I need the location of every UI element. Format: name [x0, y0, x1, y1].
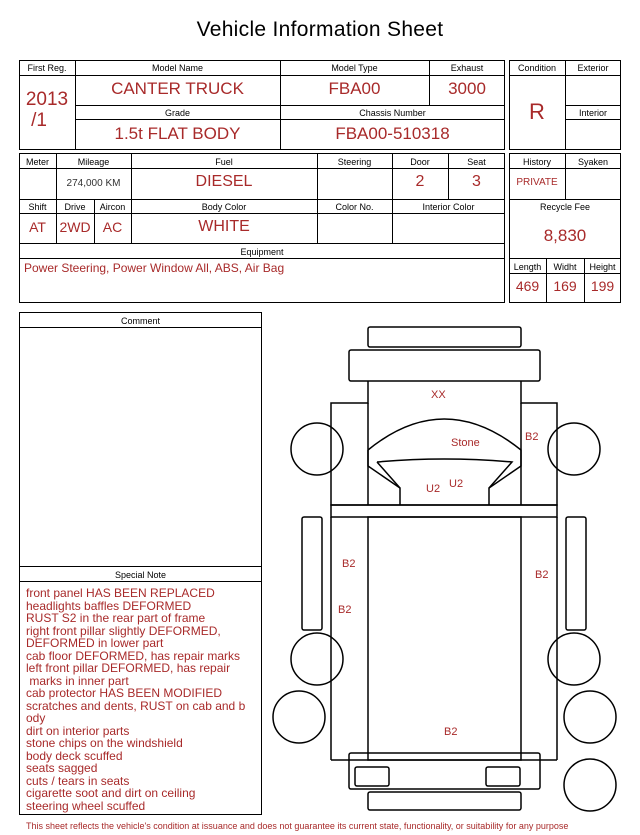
special-note-item: left front pillar DEFORMED, has repair [26, 661, 231, 675]
recycle-fee-label: Recycle Fee [539, 202, 591, 212]
windshield [368, 419, 521, 505]
equipment-label: Equipment [240, 247, 284, 257]
condition-value: R [529, 99, 545, 124]
first-reg-label: First Reg. [27, 63, 67, 73]
seat-value: 3 [472, 173, 481, 190]
cargo-bed [331, 505, 557, 517]
comment-label: Comment [120, 316, 160, 326]
front-left-wheel [291, 423, 343, 475]
mileage-label: Mileage [77, 157, 110, 167]
damage-mark-xx: XX [431, 389, 446, 401]
mileage-value: 274,000 KM [66, 178, 121, 189]
grade-value: 1.5t FLAT BODY [114, 124, 241, 143]
body-color-label: Body Color [201, 202, 247, 212]
front-bumper-bottom [349, 350, 540, 381]
damage-mark-b2-left-upper: B2 [342, 558, 356, 570]
left-side-gate [302, 517, 322, 630]
special-note-item: cab floor DEFORMED, has repair marks [26, 648, 241, 663]
spare-wheel [564, 759, 616, 811]
model-type-label: Model Type [331, 63, 378, 73]
history-label: History [522, 157, 551, 167]
syaken-label: Syaken [577, 157, 609, 167]
rear-step [368, 792, 521, 810]
special-note-item: cab protector HAS BEEN MODIFIED [26, 686, 223, 700]
special-note-item: DEFORMED in lower part [26, 636, 164, 650]
special-note-item: body deck scuffed [26, 748, 123, 763]
special-note-item: front panel HAS BEEN REPLACED [26, 586, 215, 600]
front-bumper-top [368, 327, 521, 347]
special-note-item: scratches and dents, RUST on cab and b [26, 698, 246, 713]
special-note-item: steering wheel scuffed [26, 798, 146, 813]
drive-value: 2WD [59, 219, 91, 235]
length-value: 469 [515, 278, 540, 294]
first-reg-month: /1 [31, 110, 47, 131]
special-note-item: RUST S2 in the rear part of frame [26, 611, 206, 625]
front-right-wheel [548, 423, 600, 475]
damage-mark-b2-right-cab: B2 [525, 431, 539, 443]
damage-mark-u2-left: U2 [426, 483, 441, 495]
damage-mark-b2-left-lower: B2 [338, 604, 352, 616]
interior-label: Interior [578, 108, 607, 118]
door-value: 2 [415, 173, 425, 190]
grade-label: Grade [164, 108, 190, 118]
special-note-item: cuts / tears in seats [26, 773, 130, 788]
aircon-label: Aircon [99, 202, 126, 212]
height-label: Height [589, 262, 616, 272]
meter-label: Meter [25, 157, 49, 167]
condition-label: Condition [517, 63, 557, 73]
length-label: Length [513, 262, 542, 272]
special-note-item: right front pillar slightly DEFORMED, [26, 623, 221, 638]
special-note-item: ody [26, 711, 46, 725]
shift-value: AT [29, 219, 46, 235]
disclaimer-footer: This sheet reflects the vehicle's condition at issuance and does not guarantee its current state, functionality, or suitability for any purpose [26, 821, 569, 831]
exterior-label: Exterior [577, 63, 609, 73]
width-label: Widht [553, 262, 577, 272]
door-label: Door [410, 157, 430, 167]
cargo-bed-floor [368, 517, 521, 760]
first-reg-year: 2013 [25, 89, 69, 110]
equipment-value: Power Steering, Power Window All, ABS, Air Bag [24, 261, 285, 275]
special-note-label: Special Note [114, 570, 167, 580]
exhaust-value: 3000 [448, 79, 486, 98]
model-type-value: FBA00 [328, 79, 381, 98]
model-name-label: Model Name [151, 63, 204, 73]
special-note-item: dirt on interior parts [26, 723, 130, 738]
history-value: PRIVATE [516, 177, 558, 188]
special-note-item: cigarette soot and dirt on ceiling [26, 786, 196, 800]
right-side-gate [566, 517, 586, 630]
damage-mark-stone: Stone [451, 437, 480, 449]
rear-bumper [349, 753, 540, 789]
rear-bumper-left [355, 767, 389, 786]
model-name-value: CANTER TRUCK [111, 79, 244, 98]
special-note-item: headlights baffles DEFORMED [26, 598, 192, 613]
exhaust-label: Exhaust [450, 63, 484, 73]
damage-mark-b2-right-bed: B2 [535, 569, 549, 581]
special-note-item: stone chips on the windshield [26, 736, 183, 750]
rear-right-wheel-1 [548, 633, 600, 685]
steering-label: Steering [337, 157, 372, 167]
seat-label: Seat [467, 157, 486, 167]
truck-damage-diagram [270, 320, 630, 815]
rear-left-wheel-2 [273, 691, 325, 743]
color-no-label: Color No. [335, 202, 374, 212]
rear-bumper-right [486, 767, 520, 786]
rear-left-wheel-1 [291, 633, 343, 685]
special-note-item: marks in inner part [26, 673, 129, 688]
drive-label: Drive [64, 202, 86, 212]
damage-mark-u2-right: U2 [449, 478, 464, 490]
cab-seat-area [377, 459, 512, 488]
recycle-fee-value: 8,830 [543, 226, 587, 245]
sheet-title: Vehicle Information Sheet [196, 18, 444, 41]
interior-color-label: Interior Color [422, 202, 475, 212]
chassis-number-value: FBA00-510318 [335, 124, 450, 143]
rear-right-wheel-2 [564, 691, 616, 743]
shift-label: Shift [28, 202, 47, 212]
fuel-label: Fuel [215, 157, 233, 167]
special-note-item: seats sagged [26, 761, 98, 775]
chassis-number-label: Chassis Number [359, 108, 426, 118]
aircon-value: AC [102, 219, 123, 235]
fuel-value: DIESEL [195, 173, 253, 190]
damage-mark-b2-rear: B2 [444, 726, 458, 738]
width-value: 169 [553, 278, 577, 294]
body-color-value: WHITE [198, 218, 250, 235]
height-value: 199 [590, 278, 615, 294]
